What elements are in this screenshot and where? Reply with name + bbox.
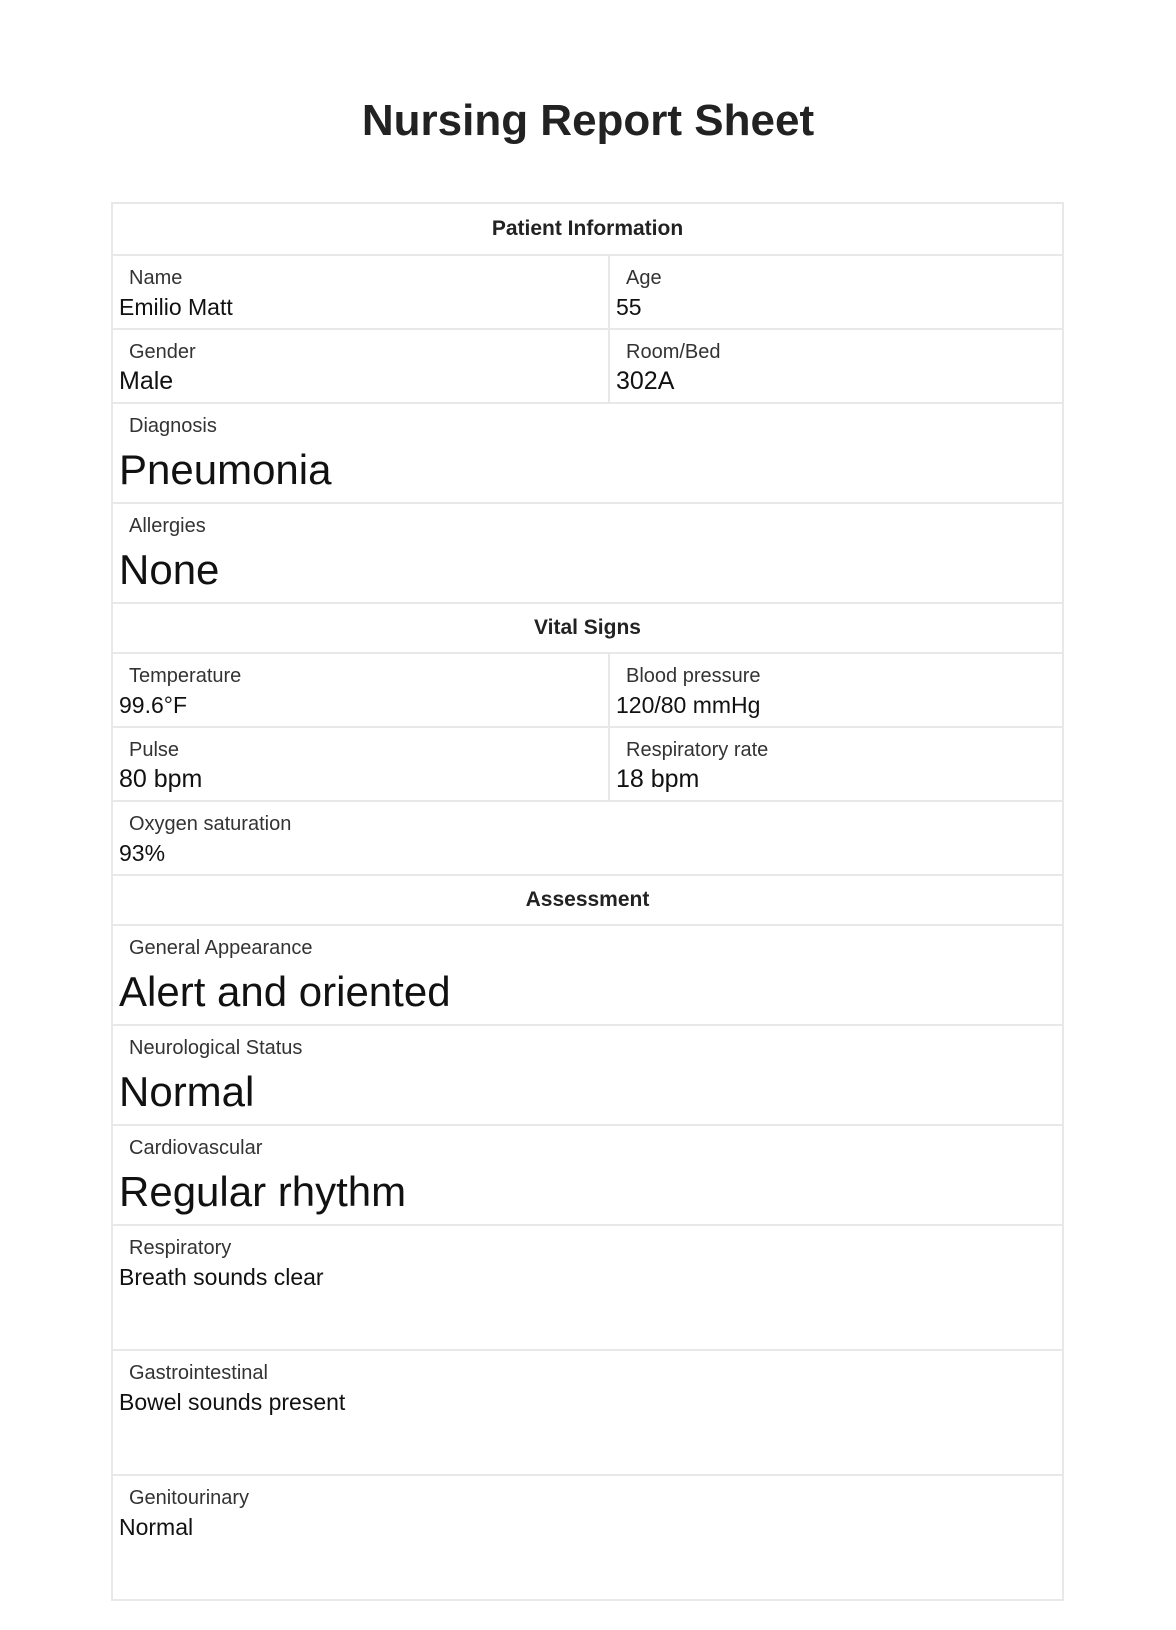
field-label: Respiratory rate: [626, 739, 769, 761]
page-title: Nursing Report Sheet: [361, 96, 815, 145]
field-allergies: [113, 504, 1062, 602]
field-pulse: [113, 728, 610, 800]
field-respiratory: [113, 1226, 1062, 1349]
field-label: Diagnosis: [129, 415, 217, 437]
field-value: Bowel sounds present: [119, 1389, 346, 1415]
field-value: Pneumonia: [119, 446, 332, 493]
field-value: 18 bpm: [616, 765, 700, 793]
field-value: 80 bpm: [119, 765, 203, 793]
field-value: Emilio Matt: [119, 294, 233, 320]
field-general-appearance: [113, 926, 1062, 1024]
field-age: [610, 256, 1062, 328]
field-value: Normal: [119, 1514, 194, 1540]
field-label: Respiratory: [129, 1237, 232, 1259]
section-assessment: Assessment: [113, 874, 1062, 924]
field-label: Name: [129, 267, 183, 289]
field-value: Breath sounds clear: [119, 1264, 324, 1290]
field-cardiovascular: [113, 1126, 1062, 1224]
field-label: Allergies: [129, 515, 206, 537]
field-temperature: [113, 654, 610, 726]
field-value: 120/80 mmHg: [616, 692, 761, 718]
field-value: 302A: [616, 367, 675, 395]
field-gender: [113, 330, 610, 402]
field-value: 93%: [119, 840, 166, 866]
field-neurological-status: [113, 1026, 1062, 1124]
field-value: Alert and oriented: [119, 968, 451, 1015]
field-label: Gastrointestinal: [129, 1362, 268, 1384]
field-room-bed: [610, 330, 1062, 402]
field-value: Regular rhythm: [119, 1168, 407, 1215]
field-value: 99.6°F: [119, 692, 188, 718]
field-blood-pressure: [610, 654, 1062, 726]
field-label: Genitourinary: [129, 1487, 250, 1509]
field-value: Normal: [119, 1068, 255, 1115]
field-respiratory-rate: [610, 728, 1062, 800]
field-label: Blood pressure: [626, 665, 761, 687]
section-patient-information: Patient Information: [491, 217, 684, 240]
field-name: [113, 256, 610, 328]
field-gastrointestinal: [113, 1351, 1062, 1474]
field-genitourinary: [113, 1476, 1062, 1599]
field-label: Cardiovascular: [129, 1137, 263, 1159]
field-label: Age: [626, 267, 662, 289]
field-label: Temperature: [129, 665, 242, 687]
field-label: General Appearance: [129, 937, 313, 959]
field-oxygen-saturation: [113, 802, 1062, 874]
field-label: Gender: [129, 341, 196, 363]
field-value: Male: [119, 367, 174, 395]
field-label: Pulse: [129, 739, 180, 761]
section-vital-signs: Vital Signs: [113, 602, 1062, 652]
field-value: 55: [616, 294, 642, 320]
field-value: None: [119, 546, 220, 593]
field-label: Neurological Status: [129, 1037, 303, 1059]
field-label: Oxygen saturation: [129, 813, 292, 835]
field-label: Room/Bed: [626, 341, 721, 363]
field-diagnosis: [113, 404, 1062, 502]
report-table: [111, 202, 1064, 1601]
